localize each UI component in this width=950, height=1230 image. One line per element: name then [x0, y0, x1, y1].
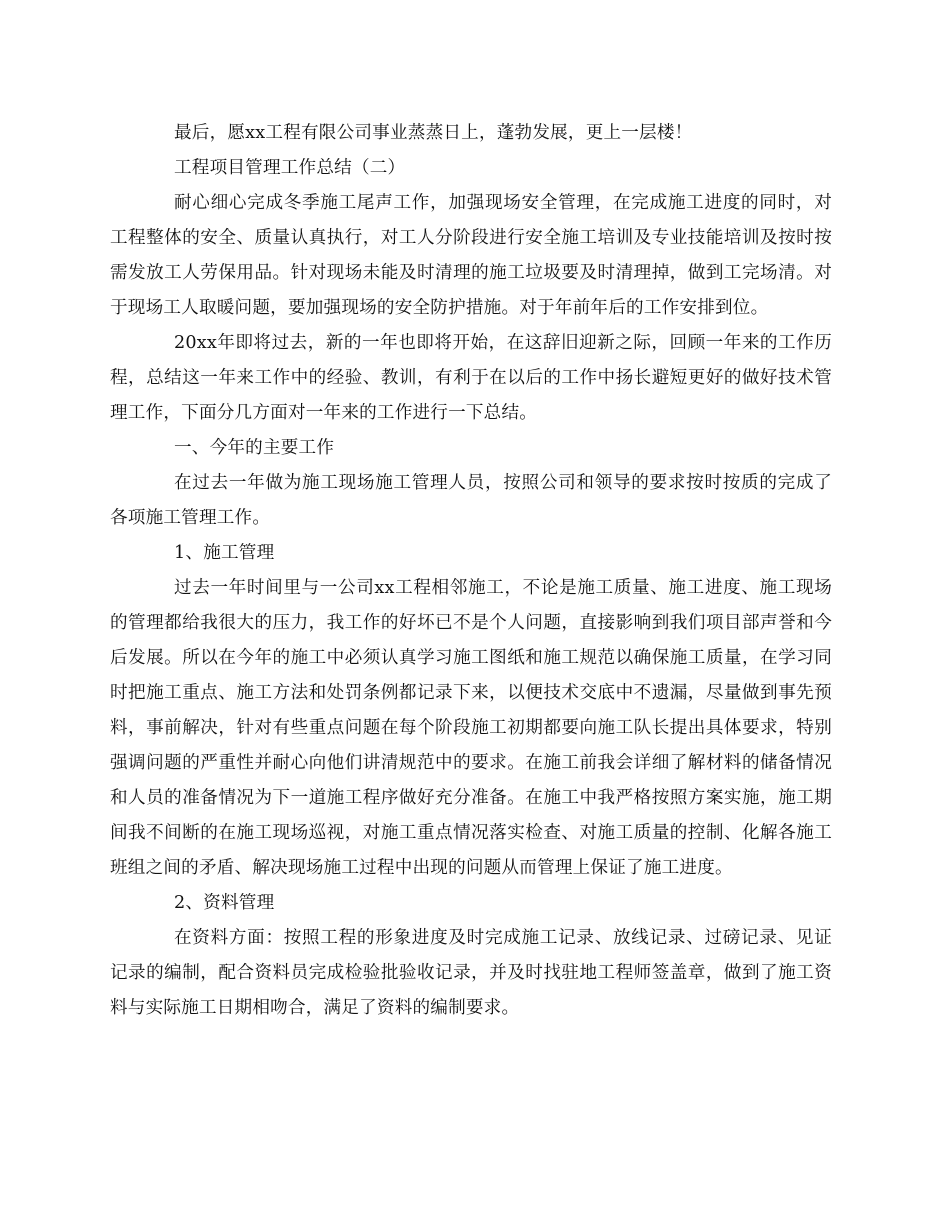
closing-paragraph: 最后，愿xx工程有限公司事业蒸蒸日上，蓬勃发展，更上一层楼！ — [174, 123, 693, 143]
paragraph-construction-management: 过去一年时间里与一公司xx工程相邻施工，不论是施工质量、施工进度、施工现场的管理都给我很大的压力，我工作的好坏已不是个人问题，直接影响到我们项目部声誉和今后发展。所以在今年的施工中必须认真学习施工图纸和施工规范以确保施工质量，在学习同时把施工重点、施工方法和处罚条例都记录下来，以便技术交底中不遗漏，尽量做到事先预料，事前解决，针对有些重点问题在每个阶段施工初期都要向施工队长提出具体要求，特别强调问题的严重性并耐心向他们讲清规范中的要求。在施工前我会详细了解材料的储备情况和人员的准备情况为下一道施工程序做好充分准备。在施工中我严格按照方案实施，施工期间我不间断的在施工现场巡视，对施工重点情况落实检查、对施工质量的控制、化解各施工班组之间的矛盾、解决现场施工过程中出现的问题从而管理上保证了施工进度。 — [110, 578, 832, 878]
paragraph-document-management: 在资料方面：按照工程的形象进度及时完成施工记录、放线记录、过磅记录、见证记录的编制，配合资料员完成检验批验收记录，并及时找驻地工程师签盖章，做到了施工资料与实际施工日期相吻合，满足了资料的编制要求。 — [110, 928, 832, 1018]
heading-document-management: 2、资料管理 — [174, 893, 275, 913]
paragraph-year-review: 20xx年即将过去，新的一年也即将开始，在这辞旧迎新之际，回顾一年来的工作历程，总结这一年来工作中的经验、教训，有利于在以后的工作中扬长避短更好的做好技术管理工作，下面分几方面对一年来的工作进行一下总结。 — [110, 333, 832, 423]
heading-construction-management: 1、施工管理 — [174, 543, 275, 563]
heading-main-work: 一、今年的主要工作 — [174, 438, 335, 458]
paragraph-winter-work: 耐心细心完成冬季施工尾声工作，加强现场安全管理，在完成施工进度的同时，对工程整体的安全、质量认真执行，对工人分阶段进行安全施工培训及专业技能培训及按时按需发放工人劳保用品。针对现场未能及时清理的施工垃圾要及时清理掉，做到工完场清。对于现场工人取暖问题，要加强现场的安全防护措施。对于年前年后的工作安排到位。 — [110, 193, 832, 318]
paragraph-main-work: 在过去一年做为施工现场施工管理人员，按照公司和领导的要求按时按质的完成了各项施工管理工作。 — [110, 473, 832, 528]
section-title: 工程项目管理工作总结（二） — [174, 158, 406, 178]
document-body — [110, 116, 832, 1026]
